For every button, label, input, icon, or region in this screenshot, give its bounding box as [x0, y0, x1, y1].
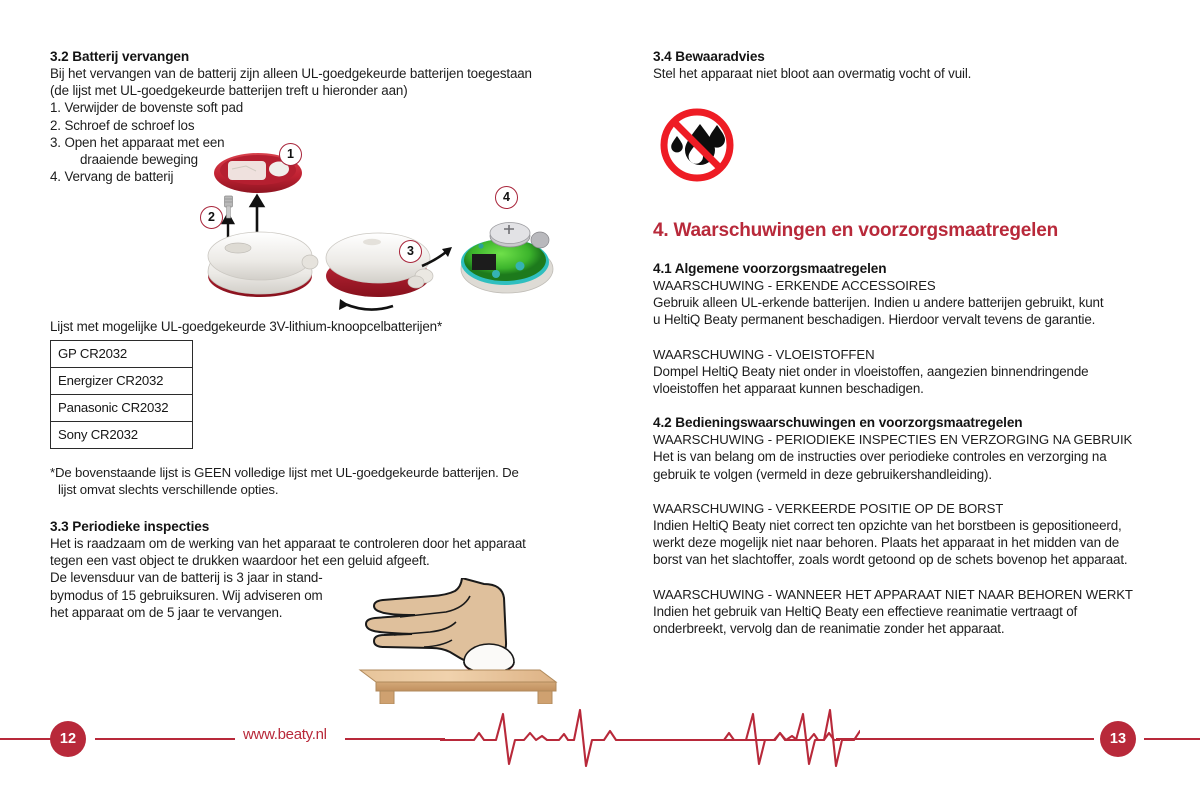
warning-liquids-line-2: vloeistoffen het apparaat kunnen beschadigen.: [653, 381, 924, 397]
step-number-4: 4.: [50, 169, 61, 185]
section-3-4-heading: 3.4 Bewaaradvies: [653, 49, 765, 64]
warning-liquids-line-1: Dompel HeltiQ Beaty niet onder in vloeistoffen, aangezien binnendringende: [653, 363, 1089, 379]
step-text-4: Vervang de batterij: [64, 169, 174, 185]
warning-position-line-3: borst van het slachtoffer, zoals wordt getoond op de schets bovenop het apparaat.: [653, 552, 1128, 568]
section-4-1-heading: 4.1 Algemene voorzorgsmaatregelen: [653, 261, 887, 276]
step-number-1: 1.: [50, 100, 61, 116]
warning-title-accessories: WAARSCHUWING - ERKENDE ACCESSOIRES: [653, 278, 936, 293]
spacer: [653, 569, 1165, 586]
spacer: [653, 243, 1165, 260]
no-liquids-icon-svg: [651, 106, 743, 184]
device-open-pcb: [461, 223, 553, 294]
section-3-2-heading: 3.2 Batterij vervangen: [50, 49, 190, 64]
table-row: [51, 395, 193, 422]
spacer: [653, 329, 1165, 346]
footer-rule-mid-right: [345, 738, 445, 740]
step-text-3-continuation: draaiende beweging: [80, 152, 198, 168]
page-number-right: 13: [1100, 721, 1136, 757]
callout-marker-2: 2: [200, 206, 223, 229]
section-3-3-line-3: De levensduur van de batterij is 3 jaar in stand-: [50, 570, 323, 586]
website-footer-label: www.beaty.nl: [243, 726, 327, 743]
warning-title-liquids: WAARSCHUWING - VLOEISTOFFEN: [653, 346, 875, 362]
step-text-1: Verwijder de bovenste soft pad: [64, 100, 244, 116]
device-body-open: [208, 232, 318, 297]
no-liquids-icon: [651, 106, 743, 184]
device-diagram-svg: [200, 136, 560, 312]
section-3-4-text: Stel het apparaat niet bloot aan overmatig vocht of vuil.: [653, 66, 972, 81]
table-row: [51, 341, 193, 368]
warning-inspections-line-1: Het is van belang om de instructies over periodieke controles en verzorging na: [653, 449, 1107, 465]
section-3-3-line-5: het apparaat om de 5 jaar te vervangen.: [50, 604, 283, 620]
battery-cell-4: Sony CR2032: [51, 422, 193, 449]
table-surface: [360, 670, 556, 704]
footer-rule-mid-left: [95, 738, 235, 740]
ul-battery-table: [50, 340, 193, 449]
section-3-3-line-2: tegen een vast object te drukken waardoor het een geluid afgeeft.: [50, 553, 430, 569]
footer-rule-right: [836, 738, 1094, 740]
warning-title-position: WAARSCHUWING - VERKEERDE POSITIE OP DE BORST: [653, 500, 1004, 516]
battery-table-footnote: [50, 464, 590, 498]
right-page-column: [653, 48, 1165, 82]
section-4-heading: 4. Waarschuwingen en voorzorgsmaatregelen: [653, 220, 1058, 241]
section-3-2-intro-line-1: Bij het vervangen van de batterij zijn alleen UL-goedgekeurde batterijen toegestaan: [50, 66, 532, 81]
battery-cell-3: Panasonic CR2032: [51, 395, 193, 422]
section-3-3-line-1: Het is raadzaam om de werking van het apparaat te controleren door het apparaat: [50, 536, 526, 551]
step-number-3: 3.: [50, 134, 61, 150]
hand-illustration-svg: [352, 578, 592, 704]
warning-malfunction-line-1: Indien het gebruik van HeltiQ Beaty een effectieve reanimatie vertraagt of: [653, 603, 1078, 619]
screw-icon: [225, 196, 233, 218]
warning-inspections-line-2: gebruik te volgen (vermeld in deze gebruikershandleiding).: [653, 466, 992, 482]
step-item-1: [50, 99, 610, 116]
step-text-2: Schroef de schroef los: [64, 117, 195, 133]
hand-pressing-device-illustration: [352, 578, 592, 704]
page-number-left: 12: [50, 721, 86, 757]
spacer: [653, 483, 1165, 500]
page-footer: [0, 700, 1200, 788]
step-item-2: [50, 117, 610, 134]
section-3-3-heading: 3.3 Periodieke inspecties: [50, 519, 210, 534]
footer-rule-far-right: [1144, 738, 1200, 740]
spacer: [653, 397, 1165, 414]
warning-accessories-line-1: Gebruik alleen UL-erkende batterijen. Indien u andere batterijen gebruikt, kunt: [653, 295, 1104, 311]
warning-title-malfunction: WAARSCHUWING - WANNEER HET APPARAAT NIET NAAR BEHOREN WERKT: [653, 586, 1133, 602]
callout-marker-4: 4: [495, 186, 518, 209]
ecg-waveform-decoration-2: [700, 708, 860, 772]
footnote-line-2: lijst omvat slechts verschillende opties.: [58, 482, 279, 498]
battery-table-caption: Lijst met mogelijke UL-goedgekeurde 3V-lithium-knoopcelbatterijen*: [50, 319, 443, 334]
section-3-3-line-4: bymodus of 15 gebruiksuren. Wij adviseren om: [50, 587, 323, 603]
table-row: [51, 368, 193, 395]
footnote-line-1: *De bovenstaande lijst is GEEN volledige lijst met UL-goedgekeurde batterijen. De: [50, 465, 519, 480]
callout-marker-1: 1: [279, 143, 302, 166]
battery-replacement-diagram: [200, 136, 560, 312]
warning-position-line-1: Indien HeltiQ Beaty niet correct ten opzichte van het borstbeen is gepositioneerd,: [653, 518, 1122, 534]
section-3-2-intro-line-2: (de lijst met UL-goedgekeurde batterijen treft u hieronder aan): [50, 83, 408, 99]
callout-marker-3: 3: [399, 240, 422, 263]
warning-accessories-line-2: u HeltiQ Beaty permanent beschadigen. Hierdoor vervalt tevens de garantie.: [653, 312, 1096, 328]
step-text-3: Open het apparaat met een: [64, 134, 225, 150]
battery-cell-2: Energizer CR2032: [51, 368, 193, 395]
battery-cell-1: GP CR2032: [51, 341, 193, 368]
coin-battery: [490, 223, 530, 248]
step-number-2: 2.: [50, 117, 61, 133]
section-4-2-heading: 4.2 Bedieningswaarschuwingen en voorzorgsmaatregelen: [653, 415, 1023, 431]
warning-malfunction-line-2: onderbreekt, vervolg dan de reanimatie zonder het apparaat.: [653, 621, 1005, 637]
warning-position-line-2: werkt deze mogelijk niet naar behoren. Plaats het apparaat in het midden van de: [653, 535, 1120, 551]
section-4: [653, 219, 1165, 637]
warning-title-inspections: WAARSCHUWING - PERIODIEKE INSPECTIES EN VERZORGING NA GEBRUIK: [653, 432, 1133, 448]
table-row: [51, 422, 193, 449]
